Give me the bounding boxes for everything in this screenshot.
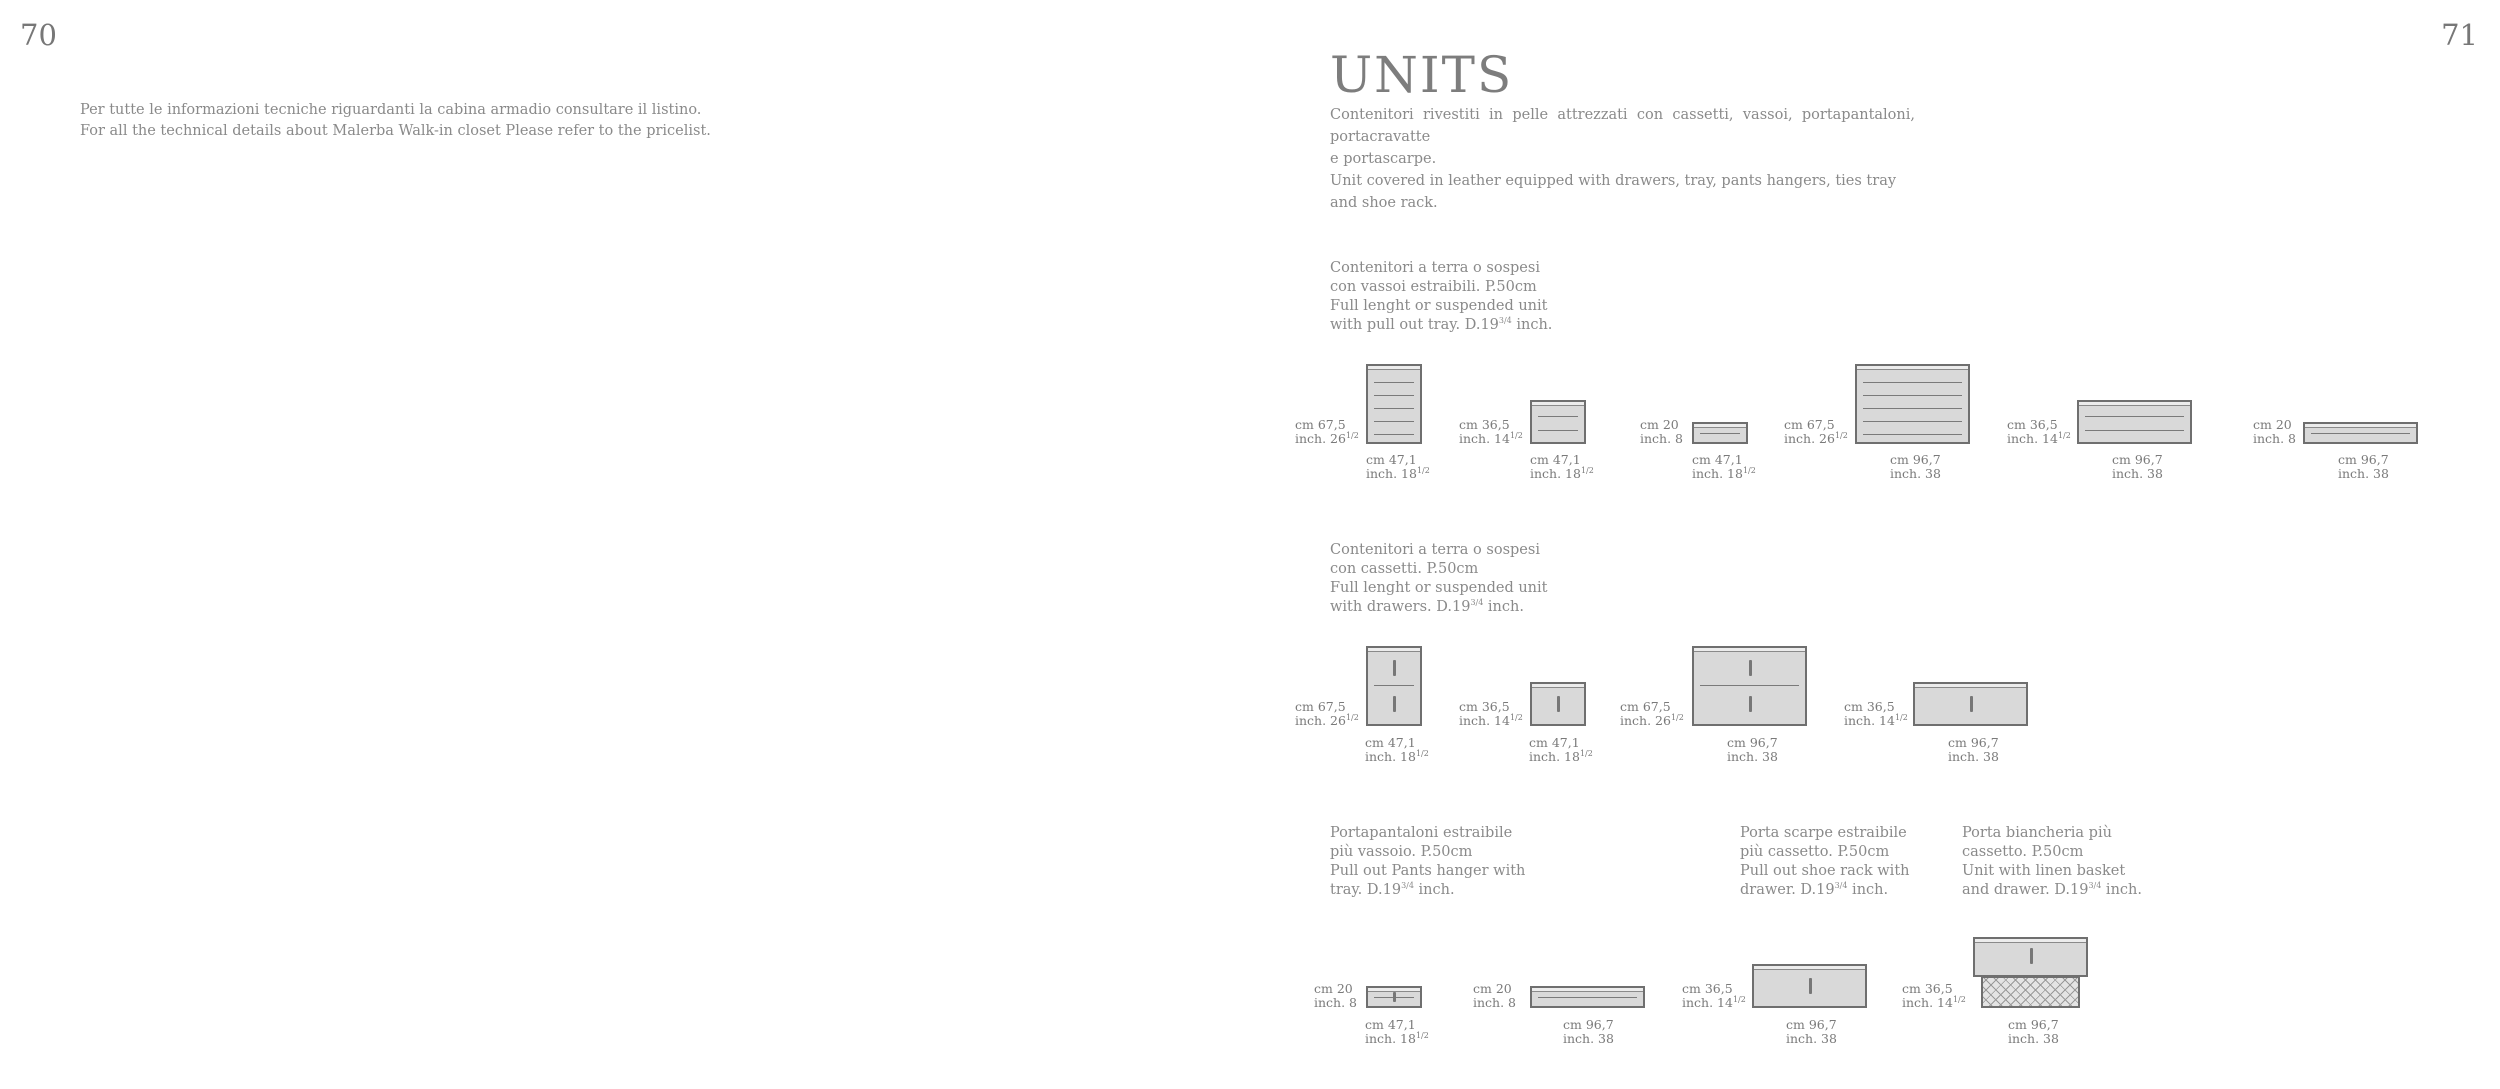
description-en: Unit covered in leather equipped with drawers, tray, pants hangers, ties tray and shoe rack. — [1330, 173, 1897, 211]
width-label: cm 47,1 inch. $18^{1/2}$ — [1365, 1017, 1429, 1046]
page-number-left: 70 — [20, 18, 57, 52]
unit-tray-tall-narrow — [1366, 364, 1422, 444]
desc-line: Pull out shoe rack with — [1740, 863, 1910, 879]
description-it-line-2: e portascarpe. — [1330, 151, 1437, 167]
unit-pants-hanger-wide — [1530, 986, 1645, 1008]
desc-line: Full lenght or suspended unit — [1330, 298, 1548, 314]
desc-line: Unit with linen basket — [1962, 863, 2126, 879]
desc-line: tray. $D.19^{3/4}$ inch. — [1330, 881, 1455, 898]
desc-line: con cassetti. P.50cm — [1330, 561, 1479, 577]
page-number-right: 71 — [2441, 18, 2478, 52]
width-label: cm 96,7 inch. 38 — [1890, 452, 1941, 481]
unit-tray-low-narrow — [1692, 422, 1748, 444]
desc-line: Full lenght or suspended unit — [1330, 580, 1548, 596]
width-label: cm 96,7 inch. 38 — [1786, 1017, 1837, 1046]
linen-basket — [1981, 976, 2080, 1008]
height-label: cm 36,5 inch. $14^{1/2}$ — [1902, 981, 1966, 1010]
width-label: cm 96,7 inch. 38 — [2008, 1017, 2059, 1046]
section-linen-basket-description — [1962, 824, 2142, 900]
width-label: cm 47,1 inch. $18^{1/2}$ — [1692, 452, 1756, 481]
intro-line-en: For all the technical details about Malerba Walk-in closet Please refer to the pricelist. — [80, 123, 711, 139]
width-label: cm 96,7 inch. 38 — [2338, 452, 2389, 481]
width-label: cm 47,1 inch. $18^{1/2}$ — [1529, 735, 1593, 764]
height-label: cm 36,5 inch. $14^{1/2}$ — [1844, 699, 1908, 728]
section-drawers-description — [1330, 541, 1548, 617]
unit-drawer-tall-narrow — [1366, 646, 1422, 726]
width-label: cm 47,1 inch. $18^{1/2}$ — [1366, 452, 1430, 481]
unit-tray-tall-wide — [1855, 364, 1970, 444]
desc-line: Porta biancheria più — [1962, 825, 2112, 841]
desc-line: with pull out tray. $D.19^{3/4}$ inch. — [1330, 316, 1553, 333]
height-label: cm 36,5 inch. $14^{1/2}$ — [1459, 417, 1523, 446]
width-label: cm 96,7 inch. 38 — [2112, 452, 2163, 481]
title-description — [1330, 104, 1915, 214]
unit-drawer-tall-wide — [1692, 646, 1807, 726]
desc-line: più cassetto. P.50cm — [1740, 844, 1890, 860]
height-label: cm 20 inch. 8 — [1314, 981, 1357, 1010]
desc-line: Contenitori a terra o sospesi — [1330, 260, 1540, 276]
desc-line: Pull out Pants hanger with — [1330, 863, 1526, 879]
desc-line: and drawer. $D.19^{3/4}$ inch. — [1962, 881, 2142, 898]
desc-line: Contenitori a terra o sospesi — [1330, 542, 1540, 558]
height-label: cm 36,5 inch. $14^{1/2}$ — [2007, 417, 2071, 446]
unit-pants-hanger-narrow — [1366, 986, 1422, 1008]
section-shoe-rack-description — [1740, 824, 1910, 900]
unit-tray-medium-narrow — [1530, 400, 1586, 444]
width-label: cm 47,1 inch. $18^{1/2}$ — [1530, 452, 1594, 481]
height-label: cm 20 inch. 8 — [1473, 981, 1516, 1010]
unit-tray-low-wide — [2303, 422, 2418, 444]
width-label: cm 47,1 inch. $18^{1/2}$ — [1365, 735, 1429, 764]
section-trays-description — [1330, 259, 1552, 335]
desc-line: più vassoio. P.50cm — [1330, 844, 1473, 860]
height-label: cm 20 inch. 8 — [1640, 417, 1683, 446]
height-label: cm 67,5 inch. $26^{1/2}$ — [1620, 699, 1684, 728]
description-it-line-1: Contenitori rivestiti in pelle attrezzati con cassetti, vassoi, portapantaloni, portacravatte — [1330, 107, 1915, 145]
intro-text — [80, 100, 711, 142]
height-label: cm 67,5 inch. $26^{1/2}$ — [1784, 417, 1848, 446]
width-label: cm 96,7 inch. 38 — [1563, 1017, 1614, 1046]
height-label: cm 36,5 inch. $14^{1/2}$ — [1459, 699, 1523, 728]
section-pants-hanger-description — [1330, 824, 1525, 900]
unit-drawer-medium-narrow — [1530, 682, 1586, 726]
page-title: UNITS — [1330, 46, 1514, 104]
height-label: cm 67,5 inch. $26^{1/2}$ — [1295, 699, 1359, 728]
height-label: cm 67,5 inch. $26^{1/2}$ — [1295, 417, 1359, 446]
unit-tray-medium-wide — [2077, 400, 2192, 444]
unit-linen-basket-drawer — [1973, 937, 2088, 977]
height-label: cm 36,5 inch. $14^{1/2}$ — [1682, 981, 1746, 1010]
desc-line: Porta scarpe estraibile — [1740, 825, 1907, 841]
desc-line: con vassoi estraibili. P.50cm — [1330, 279, 1537, 295]
width-label: cm 96,7 inch. 38 — [1727, 735, 1778, 764]
height-label: cm 20 inch. 8 — [2253, 417, 2296, 446]
unit-drawer-medium-wide — [1913, 682, 2028, 726]
desc-line: with drawers. $D.19^{3/4}$ inch. — [1330, 598, 1524, 615]
unit-shoe-rack — [1752, 964, 1867, 1008]
desc-line: drawer. $D.19^{3/4}$ inch. — [1740, 881, 1889, 898]
intro-line-it: Per tutte le informazioni tecniche riguardanti la cabina armadio consultare il listino. — [80, 102, 702, 118]
desc-line: Portapantaloni estraibile — [1330, 825, 1513, 841]
desc-line: cassetto. P.50cm — [1962, 844, 2084, 860]
width-label: cm 96,7 inch. 38 — [1948, 735, 1999, 764]
